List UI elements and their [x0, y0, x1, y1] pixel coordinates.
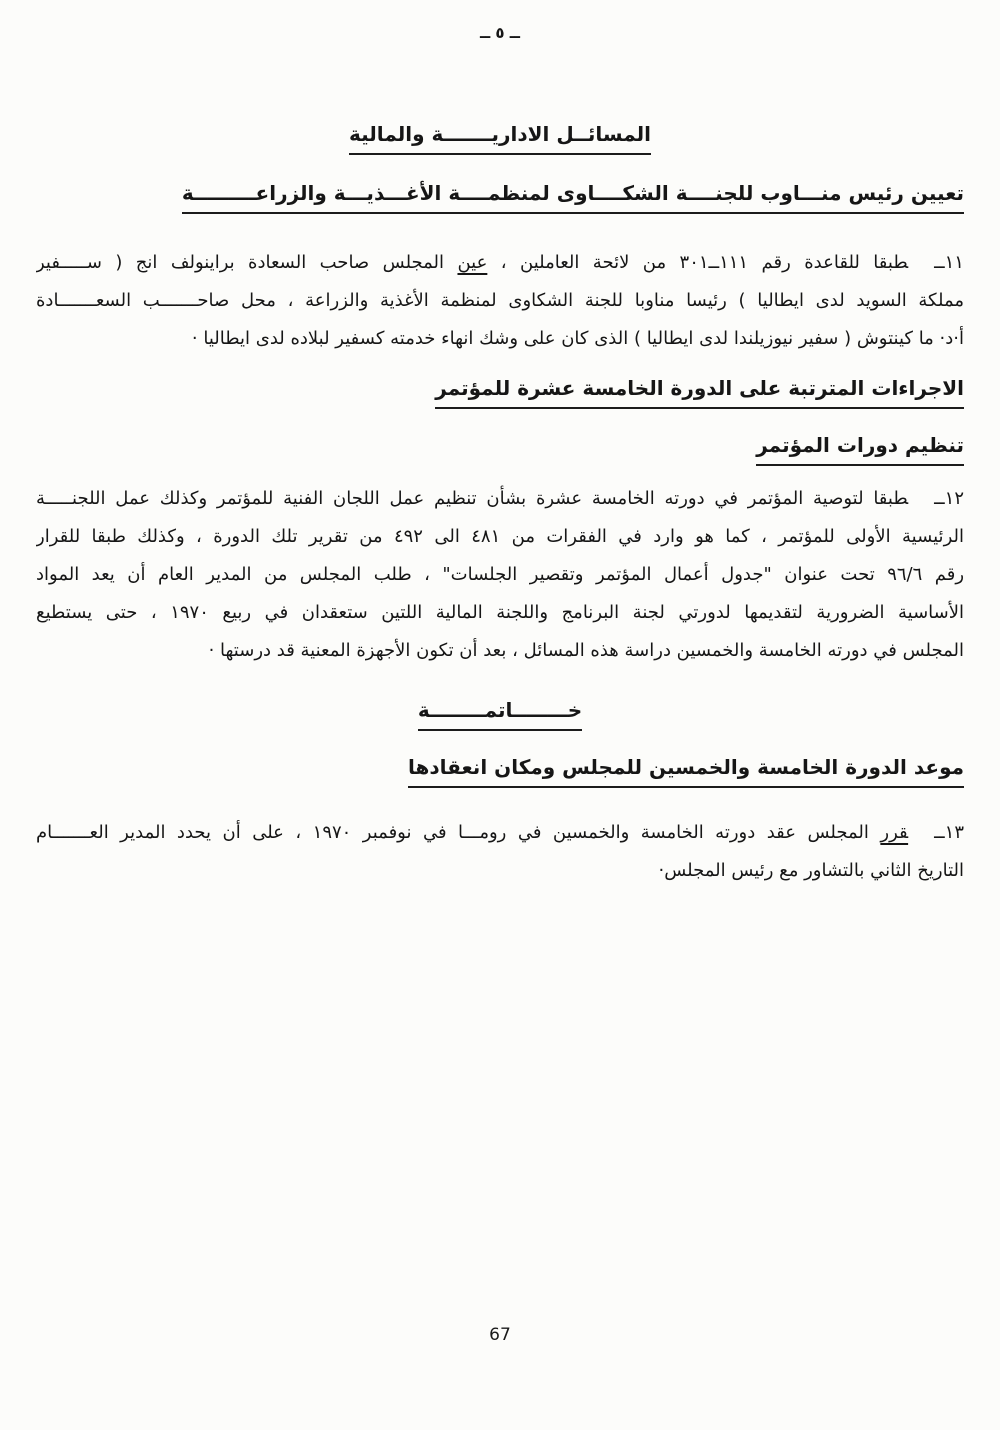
text-segment: ٩٦/٦: [887, 564, 923, 585]
text-line: [36, 594, 964, 632]
text-segment: الأساسية الضرورية لتقديمها لدورتي لجنة البرنامج واللجنة المالية اللتين ستعقدان في ربيع ١٩٧٠ ، حتى يستطيع: [36, 602, 964, 623]
heading-conclusion-label: خــــــــاتمــــــــة: [418, 698, 582, 731]
text-line: [36, 852, 964, 890]
underlined-term: قرر: [880, 822, 909, 843]
text-line: [36, 282, 964, 320]
paragraph-13: [36, 814, 964, 890]
heading-conclusion: [36, 698, 964, 731]
text-segment: المجلس عقد دورته الخامسة والخمسين في رومـــا في نوفمبر ١٩٧٠ ، على أن يحدد المدير العـــــــام: [36, 822, 881, 843]
paragraph-number: ١٣ــ: [934, 822, 964, 843]
heading-administrative-financial-matters-label: المسائــل الاداريـــــــة والمالية: [349, 122, 651, 155]
text-segment: الرئيسية الأولى للمؤتمر ، كما هو وارد في الفقرات من ٤٨١ الى ٤٩٢ من تقرير تلك الدورة ، وكذلك طبقا للقرار: [36, 526, 964, 547]
heading-date-place-fifty-fifth-council-session: [36, 755, 964, 788]
heading-actions-arising-fifteenth-conference-session-label: الاجراءات المترتبة على الدورة الخامسة عشرة للمؤتمر: [435, 376, 964, 409]
heading-organization-of-conference-sessions: [36, 433, 964, 466]
underlined-term: عين: [457, 252, 488, 273]
text-segment: التاريخ الثاني بالتشاور مع رئيس المجلس·: [658, 860, 964, 881]
text-segment: رقم: [922, 564, 964, 585]
document-content: [0, 122, 1000, 890]
text-line: [36, 480, 964, 518]
text-segment: طبقا للقاعدة رقم: [748, 252, 909, 273]
heading-organization-of-conference-sessions-label: تنظيم دورات المؤتمر: [756, 433, 964, 466]
paragraph-number: ١٢ــ: [934, 488, 964, 509]
page-marker-arabic: ــ ٥ ــ: [479, 24, 521, 42]
text-line: [36, 556, 964, 594]
paragraph-number: ١١ــ: [934, 252, 964, 273]
text-segment: ٣٠١ــ١١١: [679, 252, 749, 273]
text-segment: المجلس في دورته الخامسة والخمسين دراسة هذه المسائل ، بعد أن تكون الأجهزة المعنية قد درستها ·: [208, 640, 964, 661]
heading-appointment-alternate-chairman-appeals-committee: [36, 181, 964, 214]
text-line: [36, 632, 964, 670]
heading-appointment-alternate-chairman-appeals-committee-label: تعيين رئيس منـــاوب للجنــــة الشكــــاوى لمنظمــــة الأغـــذيـــة والزراعـــــــــة: [182, 181, 964, 214]
heading-date-place-fifty-fifth-council-session-label: موعد الدورة الخامسة والخمسين للمجلس ومكان انعقادها: [408, 755, 964, 788]
page-number: 67: [489, 1325, 511, 1345]
text-segment: تحت عنوان "جدول أعمال المؤتمر وتقصير الجلسات" ، طلب المجلس من المدير العام أن يعد المواد: [36, 564, 888, 585]
text-segment: من لائحة العاملين ،: [487, 252, 680, 273]
text-line: [36, 320, 964, 358]
heading-administrative-financial-matters: [36, 122, 964, 155]
text-segment: طبقا لتوصية المؤتمر في دورته الخامسة عشرة بشأن تنظيم عمل اللجان الفنية للمؤتمر وكذلك عمل اللجنـــــة: [36, 488, 909, 509]
text-segment: أ·د· ما كينتوش ( سفير نيوزيلندا لدى ايطاليا ) الذى كان على وشك انهاء خدمته كسفير لبلاده لدى ايطاليا ·: [191, 328, 964, 349]
text-line: [36, 244, 964, 282]
text-segment: مملكة السويد لدى ايطاليا ) رئيسا مناوبا للجنة الشكاوى لمنظمة الأغذية والزراعة ، محل صاحـــــــب السعـــــــادة: [36, 290, 964, 311]
text-line: [36, 518, 964, 556]
paragraph-11: [36, 244, 964, 358]
text-segment: المجلس صاحب السعادة براينولف انج ( ســـــفير: [36, 252, 458, 273]
paragraph-12: [36, 480, 964, 670]
heading-actions-arising-fifteenth-conference-session: [36, 376, 964, 409]
text-line: [36, 814, 964, 852]
